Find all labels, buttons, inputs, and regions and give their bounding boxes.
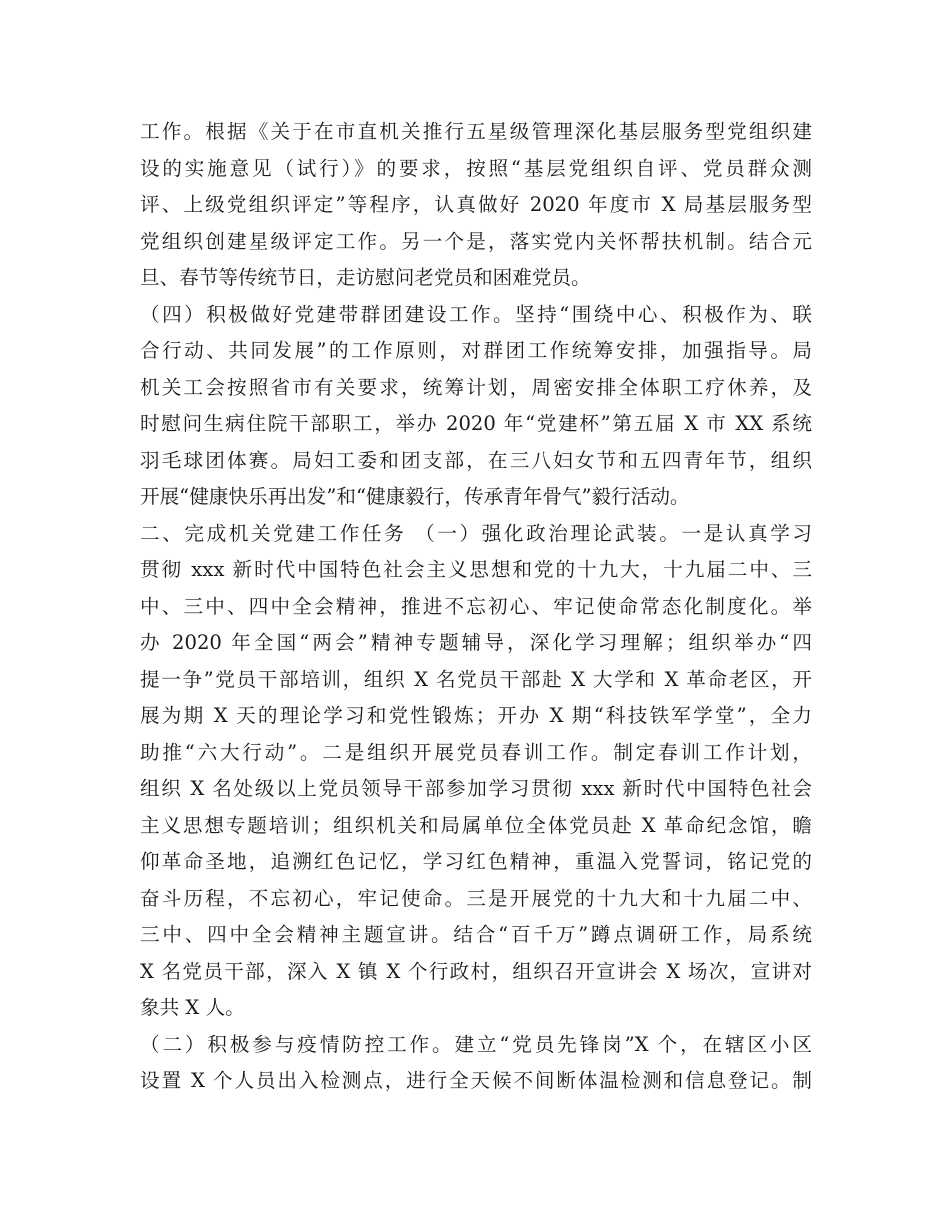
text-line: 合行动、共同发展”的工作原则，对群团工作统筹安排，加强指导。局 <box>140 339 812 362</box>
text-line: （四）积极做好党建带群团建设工作。坚持“围绕中心、积极作为、联 <box>140 302 812 326</box>
text-line: 中、三中、四中全会精神，推进不忘初心、牢记使命常态化制度化。举 <box>140 594 812 618</box>
text-line: 贯彻 xxx 新时代中国特色社会主义思想和党的十九大，十九届二中、三 <box>140 558 812 581</box>
text-line: 办 2020 年全国“两会”精神专题辅导，深化学习理解；组织举办“四 <box>140 631 812 654</box>
text-line: 设的实施意见（试行）》的要求，按照“基层党组织自评、党员群众测 <box>140 156 812 180</box>
text-line: 羽毛球团体赛。局妇工委和团支部，在三八妇女节和五四青年节，组织 <box>140 448 812 472</box>
text-line: 开展“健康快乐再出发”和“健康毅行，传承青年骨气”毅行活动。 <box>140 485 690 508</box>
text-line: 时慰问生病住院干部职工，举办 2020 年“党建杯”第五届 X 市 XX 系统 <box>140 412 812 435</box>
text-line: 旦、春节等传统节日，走访慰问老党员和困难党员。 <box>140 266 591 289</box>
text-line: 二、完成机关党建工作任务 （一）强化政治理论武装。一是认真学习 <box>140 521 812 545</box>
text-line: 党组织创建星级评定工作。另一个是，落实党内关怀帮扶机制。结合元 <box>140 229 812 253</box>
text-line: 提一争”党员干部培训，组织 X 名党员干部赴 X 大学和 X 革命老区，开 <box>140 667 812 691</box>
text-line: X 名党员干部，深入 X 镇 X 个行政村，组织召开宣讲会 X 场次，宣讲对 <box>140 959 812 983</box>
text-line: 三中、四中全会精神主题宣讲。结合“百千万”蹲点调研工作，局系统 <box>140 923 812 946</box>
text-line: 展为期 X 天的理论学习和党性锻炼；开办 X 期“科技铁军学堂”，全力 <box>140 704 812 727</box>
text-line: 助推“六大行动”。二是组织开展党员春训工作。制定春训工作计划， <box>140 740 812 764</box>
text-line: 工作。根据《关于在市直机关推行五星级管理深化基层服务型党组织建 <box>140 120 812 143</box>
text-line: 机关工会按照省市有关要求，统筹计划，周密安排全体职工疗休养，及 <box>140 375 812 399</box>
text-line: 评、上级党组织评定”等程序，认真做好 2020 年度市 X 局基层服务型 <box>140 193 812 216</box>
text-line: 组织 X 名处级以上党员领导干部参加学习贯彻 xxx 新时代中国特色社会 <box>140 777 812 800</box>
text-line: 象共 X 人。 <box>140 996 245 1019</box>
text-line: 奋斗历程，不忘初心，牢记使命。三是开展党的十九大和十九届二中、 <box>140 886 812 910</box>
text-line: 设置 X 个人员出入检测点，进行全天候不间断体温检测和信息登记。制 <box>140 1069 812 1092</box>
text-line: （二）积极参与疫情防控工作。建立“党员先锋岗”X 个，在辖区小区 <box>140 1032 812 1056</box>
text-line: 仰革命圣地，追溯红色记忆，学习红色精神，重温入党誓词，铭记党的 <box>140 850 812 873</box>
text-line: 主义思想专题培训；组织机关和局属单位全体党员赴 X 革命纪念馆，瞻 <box>140 813 812 837</box>
document-body <box>140 114 812 1100</box>
